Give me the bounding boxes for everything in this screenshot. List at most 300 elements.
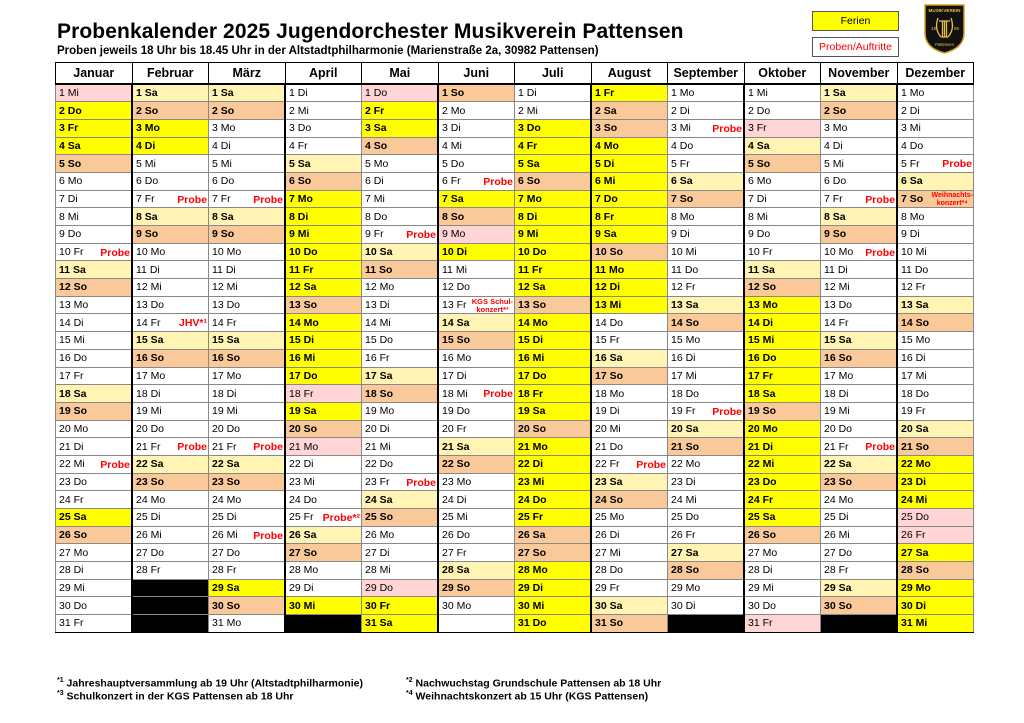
day-label: 13 Do: [212, 299, 241, 312]
day-label: 1 Mi: [748, 87, 768, 100]
day-label: 5 Sa: [518, 157, 540, 170]
day-label: 3 So: [595, 122, 618, 135]
day-label: 5 So: [748, 157, 771, 170]
day-cell: [668, 402, 745, 420]
day-label: 2 So: [136, 104, 159, 117]
day-cell: [209, 349, 286, 367]
day-cell: [438, 562, 515, 580]
day-row: [56, 172, 974, 190]
day-label: 24 Mo: [824, 493, 854, 506]
day-label: 13 So: [518, 299, 547, 312]
day-label: 6 Di: [365, 175, 384, 188]
day-cell: [362, 367, 439, 385]
day-cell: [362, 172, 439, 190]
day-label: 17 Di: [442, 369, 467, 382]
day-label: 28 Sa: [442, 564, 470, 577]
logo-year-right: 95: [954, 26, 960, 31]
day-label: 30 Fr: [365, 599, 391, 612]
day-label: 20 Mo: [59, 422, 89, 435]
day-label: 22 Fr: [595, 458, 620, 471]
day-cell: [897, 332, 974, 350]
day-label: 12 Di: [595, 281, 621, 294]
day-label: 3 Do: [289, 122, 312, 135]
day-cell: [56, 190, 133, 208]
day-cell: [744, 455, 821, 473]
day-label: 17 Mo: [136, 369, 166, 382]
day-cell: [209, 155, 286, 173]
probe-note: Probe: [483, 388, 513, 401]
day-cell: [209, 279, 286, 297]
day-cell: [668, 509, 745, 527]
day-cell: [668, 137, 745, 155]
day-label: 15 Mo: [671, 334, 701, 347]
day-label: 5 Fr: [671, 157, 690, 170]
day-cell: [897, 208, 974, 226]
day-cell: [438, 420, 515, 438]
day-cell: [821, 332, 898, 350]
day-cell: [821, 367, 898, 385]
day-cell: [285, 296, 362, 314]
day-cell: [209, 119, 286, 137]
day-label: 25 Di: [136, 511, 161, 524]
day-label: 31 Fr: [748, 617, 773, 630]
day-cell: [668, 332, 745, 350]
day-label: 5 Do: [442, 157, 465, 170]
day-cell: [362, 155, 439, 173]
month-header: März: [209, 63, 286, 85]
day-cell: [897, 119, 974, 137]
day-cell: [515, 473, 592, 491]
day-cell: [821, 615, 898, 633]
day-label: 20 Do: [212, 422, 241, 435]
day-label: 11 Di: [212, 263, 236, 276]
day-row: [56, 597, 974, 615]
day-cell: [362, 261, 439, 279]
day-cell: [362, 509, 439, 527]
day-cell: [438, 84, 515, 102]
day-cell: [132, 420, 209, 438]
month-header: Juli: [515, 63, 592, 85]
month-header: Februar: [132, 63, 209, 85]
day-cell: [285, 491, 362, 509]
day-label: 25 Sa: [59, 511, 87, 524]
day-cell: [362, 84, 439, 102]
day-row: [56, 438, 974, 456]
day-cell: [897, 455, 974, 473]
day-cell: [591, 314, 668, 332]
day-label: 25 So: [365, 511, 394, 524]
day-label: 28 Fr: [824, 564, 849, 577]
day-cell: [438, 296, 515, 314]
day-label: 26 Sa: [289, 529, 317, 542]
day-cell: [668, 296, 745, 314]
day-row: [56, 562, 974, 580]
day-cell: [438, 385, 515, 403]
day-label: 29 Di: [518, 582, 544, 595]
day-cell: [515, 367, 592, 385]
day-cell: [132, 579, 209, 597]
day-cell: [744, 332, 821, 350]
day-label: 29 Di: [289, 582, 314, 595]
day-label: 19 Mi: [824, 405, 850, 418]
day-row: [56, 367, 974, 385]
day-label: 8 Fr: [595, 210, 615, 223]
day-cell: [668, 102, 745, 120]
day-cell: [285, 473, 362, 491]
day-label: 28 Fr: [212, 564, 237, 577]
probe-note: Probe: [177, 441, 207, 454]
day-label: 19 Sa: [289, 405, 317, 418]
day-cell: [132, 385, 209, 403]
day-cell: [56, 84, 133, 102]
day-cell: [744, 579, 821, 597]
day-label: 4 Sa: [748, 139, 770, 152]
day-cell: [56, 332, 133, 350]
day-cell: [897, 420, 974, 438]
day-cell: [56, 279, 133, 297]
day-label: 7 So: [671, 192, 694, 205]
day-label: 4 Do: [671, 139, 694, 152]
day-row: [56, 155, 974, 173]
day-label: 17 Fr: [748, 369, 774, 382]
day-cell: [668, 562, 745, 580]
day-cell: [744, 385, 821, 403]
day-label: 29 Do: [365, 582, 394, 595]
day-cell: [362, 349, 439, 367]
day-label: 18 So: [365, 387, 394, 400]
day-cell: [56, 455, 133, 473]
day-label: 9 Do: [748, 228, 771, 241]
day-cell: [591, 544, 668, 562]
day-label: 27 So: [518, 546, 547, 559]
day-label: 2 Mi: [289, 104, 309, 117]
day-cell: [744, 544, 821, 562]
day-label: 23 So: [136, 475, 165, 488]
day-cell: [56, 314, 133, 332]
day-cell: [515, 119, 592, 137]
day-label: 26 So: [59, 529, 88, 542]
day-cell: [438, 137, 515, 155]
month-header: Januar: [56, 63, 133, 85]
day-cell: [668, 155, 745, 173]
day-label: 23 Di: [671, 475, 696, 488]
day-cell: [897, 137, 974, 155]
day-cell: [744, 349, 821, 367]
day-label: 8 Di: [289, 210, 309, 223]
day-label: 29 Fr: [595, 582, 620, 595]
day-label: 16 Mi: [289, 352, 316, 365]
day-label: 3 Fr: [748, 122, 767, 135]
day-cell: [209, 190, 286, 208]
probe-note: Weihnachts- konzert*⁴: [931, 191, 973, 207]
day-label: 22 Do: [365, 458, 394, 471]
probe-note: JHV*¹: [178, 317, 207, 330]
day-cell: [362, 402, 439, 420]
day-cell: [668, 385, 745, 403]
day-cell: [515, 137, 592, 155]
day-cell: [132, 473, 209, 491]
day-label: 14 Fr: [212, 316, 237, 329]
day-label: 14 Mo: [289, 316, 319, 329]
day-cell: [821, 190, 898, 208]
day-label: 1 Sa: [212, 87, 234, 100]
day-cell: [285, 102, 362, 120]
day-label: 19 Mi: [136, 405, 162, 418]
day-cell: [515, 349, 592, 367]
day-label: 31 Fr: [59, 617, 84, 630]
day-cell: [209, 314, 286, 332]
day-label: 11 Di: [824, 263, 848, 276]
day-cell: [209, 544, 286, 562]
day-label: 5 Mi: [136, 157, 156, 170]
day-label: 26 So: [748, 529, 777, 542]
day-cell: [821, 597, 898, 615]
day-cell: [438, 579, 515, 597]
month-header: November: [821, 63, 898, 85]
day-cell: [744, 226, 821, 244]
day-cell: [285, 332, 362, 350]
day-cell: [285, 544, 362, 562]
day-cell: [744, 208, 821, 226]
day-label: 20 Fr: [442, 422, 467, 435]
day-label: 21 Di: [59, 440, 84, 453]
day-cell: [591, 438, 668, 456]
day-label: 30 So: [212, 599, 241, 612]
day-label: 26 Sa: [518, 529, 546, 542]
day-row: [56, 385, 974, 403]
day-label: 24 Do: [518, 493, 547, 506]
day-row: [56, 455, 974, 473]
day-cell: [591, 296, 668, 314]
day-label: 10 Mo: [136, 246, 166, 259]
day-cell: [515, 332, 592, 350]
day-cell: [668, 526, 745, 544]
day-cell: [744, 438, 821, 456]
day-label: 10 Mi: [901, 246, 927, 259]
day-cell: [56, 597, 133, 615]
day-cell: [821, 420, 898, 438]
day-label: 21 Do: [595, 440, 624, 453]
probe-note: Probe: [100, 246, 130, 259]
day-cell: [744, 119, 821, 137]
day-cell: [438, 615, 515, 633]
day-label: 23 Do: [748, 475, 777, 488]
day-label: 10 Fr: [748, 246, 773, 259]
month-header: Dezember: [897, 63, 974, 85]
day-label: 25 Do: [901, 511, 930, 524]
day-cell: [285, 155, 362, 173]
day-cell: [209, 137, 286, 155]
day-label: 11 Mi: [442, 263, 467, 276]
day-label: 9 So: [824, 228, 847, 241]
day-label: 15 Sa: [824, 334, 852, 347]
day-label: 5 Sa: [289, 157, 311, 170]
day-row: [56, 243, 974, 261]
day-cell: [209, 509, 286, 527]
day-cell: [668, 279, 745, 297]
day-row: [56, 261, 974, 279]
day-label: 20 Do: [824, 422, 853, 435]
day-label: 20 Do: [136, 422, 165, 435]
day-cell: [209, 615, 286, 633]
day-label: 8 Mo: [901, 210, 925, 223]
day-cell: [362, 579, 439, 597]
day-label: 2 So: [212, 104, 235, 117]
day-label: 24 Mo: [212, 493, 242, 506]
day-cell: [591, 332, 668, 350]
day-cell: [285, 137, 362, 155]
day-cell: [285, 279, 362, 297]
day-cell: [821, 261, 898, 279]
calendar-table: [55, 62, 974, 633]
day-label: 14 Di: [748, 316, 774, 329]
day-cell: [285, 615, 362, 633]
day-label: 23 Do: [59, 475, 88, 488]
day-row: [56, 296, 974, 314]
day-label: 1 Mo: [671, 87, 695, 100]
day-label: 8 Di: [518, 210, 538, 223]
day-row: [56, 402, 974, 420]
day-label: 15 Di: [518, 334, 544, 347]
day-cell: [591, 279, 668, 297]
day-label: 14 Di: [59, 316, 84, 329]
day-cell: [591, 172, 668, 190]
day-label: 1 Mo: [901, 87, 925, 100]
day-label: 2 Mi: [518, 104, 538, 117]
day-label: 19 Mo: [365, 405, 395, 418]
day-cell: [438, 314, 515, 332]
day-label: 8 Mi: [59, 210, 79, 223]
day-cell: [209, 243, 286, 261]
day-cell: [821, 84, 898, 102]
day-cell: [744, 102, 821, 120]
day-label: 26 Mi: [136, 529, 162, 542]
day-cell: [132, 261, 209, 279]
day-label: 14 Mo: [518, 316, 548, 329]
day-label: 6 Do: [136, 175, 159, 188]
day-cell: [668, 349, 745, 367]
footnote-3: $^{*3}$ Schulkonzert in der KGS Pattensen ab 18 Uhr: [57, 690, 294, 703]
day-cell: [285, 190, 362, 208]
day-cell: [591, 385, 668, 403]
day-label: 8 Sa: [136, 210, 158, 223]
day-label: 8 So: [442, 210, 465, 223]
day-label: 9 So: [136, 228, 159, 241]
day-cell: [515, 155, 592, 173]
footnote-2: $^{*2}$ Nachwuchstag Grundschule Pattensen ab 18 Uhr: [406, 677, 662, 690]
day-cell: [438, 172, 515, 190]
day-cell: [744, 509, 821, 527]
day-label: 13 Fr: [442, 299, 467, 312]
day-cell: [438, 402, 515, 420]
day-cell: [515, 597, 592, 615]
day-cell: [668, 579, 745, 597]
day-label: 11 Mo: [595, 263, 625, 276]
day-cell: [744, 562, 821, 580]
day-label: 16 Do: [748, 352, 777, 365]
day-label: 7 Fr: [824, 192, 843, 205]
day-label: 18 Mi: [442, 387, 468, 400]
day-cell: [897, 544, 974, 562]
day-label: 9 Di: [901, 228, 920, 241]
day-cell: [515, 172, 592, 190]
day-label: 7 Mo: [289, 192, 313, 205]
day-label: 21 So: [901, 440, 930, 453]
day-cell: [744, 402, 821, 420]
day-label: 11 Do: [901, 263, 929, 276]
day-cell: [285, 438, 362, 456]
day-cell: [897, 615, 974, 633]
day-cell: [132, 438, 209, 456]
day-label: 20 Di: [365, 422, 390, 435]
day-label: 30 So: [824, 599, 853, 612]
day-label: 12 Mi: [136, 281, 162, 294]
day-label: 12 So: [59, 281, 88, 294]
day-label: 25 Do: [671, 511, 700, 524]
day-label: 19 Do: [442, 405, 471, 418]
probe-note: Probe: [253, 441, 283, 454]
day-cell: [897, 261, 974, 279]
day-label: 9 Mi: [289, 228, 310, 241]
day-label: 7 So: [901, 192, 924, 205]
day-label: 2 Di: [901, 104, 920, 117]
day-label: 24 Mi: [671, 493, 697, 506]
day-cell: [132, 367, 209, 385]
day-cell: [285, 562, 362, 580]
day-cell: [285, 526, 362, 544]
day-cell: [591, 526, 668, 544]
day-label: 5 So: [59, 157, 82, 170]
day-cell: [362, 597, 439, 615]
day-cell: [515, 385, 592, 403]
day-label: 16 Di: [671, 352, 696, 365]
page-subtitle: Proben jeweils 18 Uhr bis 18.45 Uhr in der Altstadtphilharmonie (Marienstraße 2a, 30982 Pattensen): [57, 45, 599, 57]
day-cell: [515, 615, 592, 633]
day-cell: [56, 509, 133, 527]
day-cell: [897, 190, 974, 208]
day-label: 23 So: [212, 475, 241, 488]
day-cell: [821, 208, 898, 226]
day-cell: [56, 526, 133, 544]
day-label: 30 Mi: [289, 599, 316, 612]
day-cell: [438, 526, 515, 544]
month-header: Juni: [438, 63, 515, 85]
day-cell: [438, 349, 515, 367]
day-row: [56, 279, 974, 297]
day-cell: [591, 119, 668, 137]
day-label: 27 Do: [136, 546, 165, 559]
day-cell: [132, 84, 209, 102]
day-row: [56, 84, 974, 102]
day-label: 24 Di: [442, 493, 467, 506]
day-label: 22 Sa: [136, 458, 164, 471]
day-cell: [362, 385, 439, 403]
day-label: 21 Mo: [289, 440, 319, 453]
day-label: 16 Mi: [518, 352, 545, 365]
day-label: 21 Fr: [212, 440, 237, 453]
logo-year-left: 18: [931, 26, 937, 31]
day-label: 13 So: [289, 299, 318, 312]
day-label: 21 Fr: [136, 440, 161, 453]
day-cell: [744, 172, 821, 190]
day-cell: [515, 562, 592, 580]
day-cell: [56, 367, 133, 385]
day-cell: [285, 208, 362, 226]
day-cell: [362, 332, 439, 350]
day-label: 1 Di: [289, 87, 308, 100]
day-cell: [668, 314, 745, 332]
day-cell: [897, 84, 974, 102]
